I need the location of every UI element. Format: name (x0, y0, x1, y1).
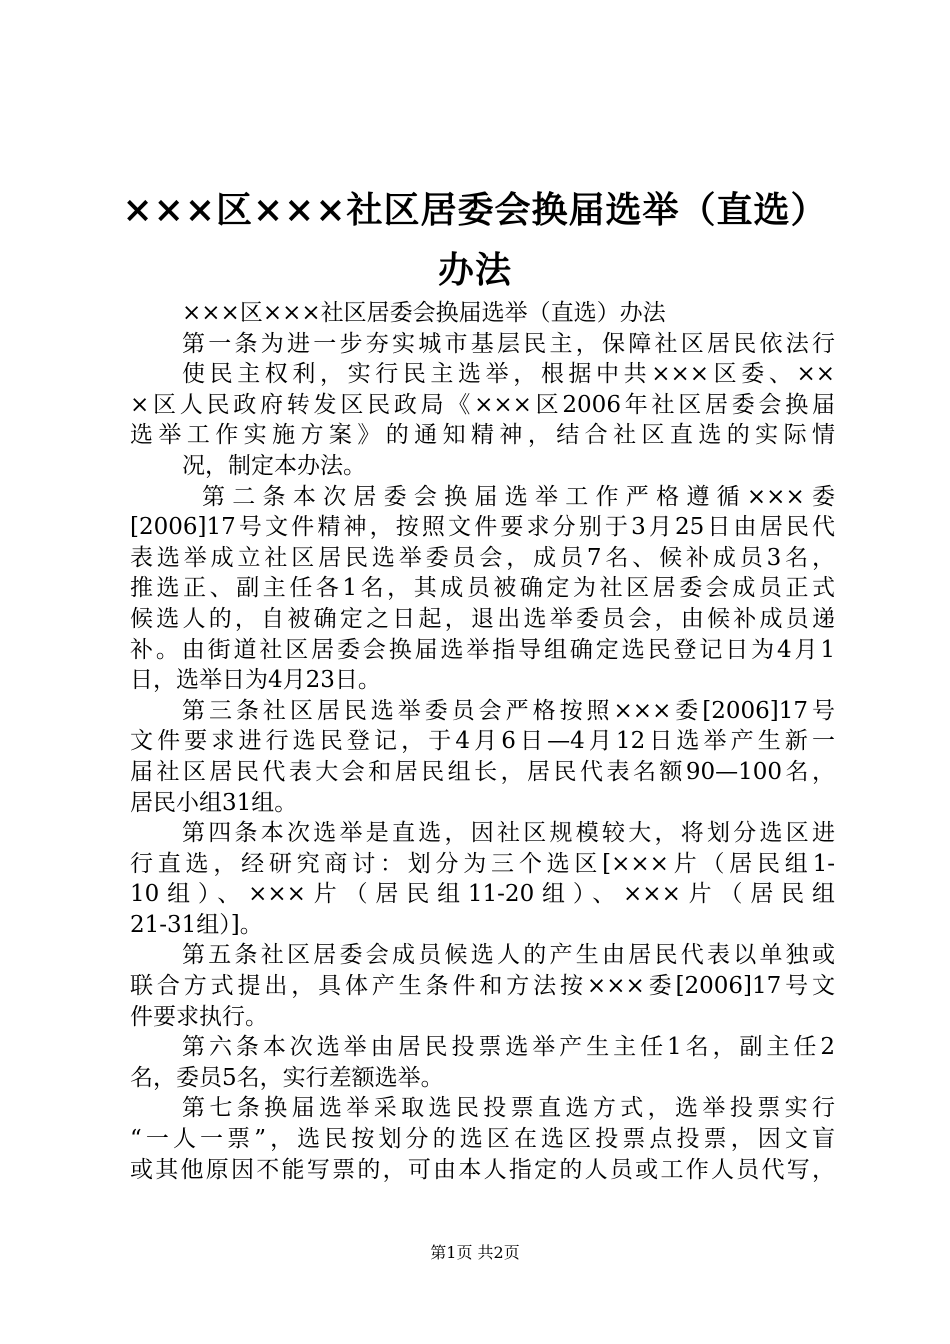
body-line: ×××区×××社区居委会换届选举（直选）办法 (182, 300, 666, 326)
document-body (130, 298, 835, 1185)
body-line: 日，选举日为4月23日。 (130, 667, 381, 694)
body-line: 名，委员5名，实行差额选举。 (130, 1064, 444, 1091)
body-line: 候选人的，自被确定之日起，退出选举委员会，由候补成员递 (130, 605, 835, 632)
document-title-line-2: 办法 (437, 249, 512, 291)
body-line: 或其他原因不能写票的，可由本人指定的人员或工作人员代写， (130, 1156, 835, 1183)
page-footer: 第1页 共2页 (430, 1243, 520, 1262)
body-line: 行直选，经研究商讨：划分为三个选区[×××片（居民组1- (130, 850, 835, 877)
body-line: 居民小组31组。 (130, 789, 298, 816)
body-line: 21-31组）]。 (130, 911, 263, 938)
body-line: 第四条本次选举是直选，因社区规模较大，将划分选区进 (182, 820, 835, 847)
body-line: 第六条本次选举由居民投票选举产生主任1名，副主任2 (182, 1034, 835, 1061)
body-line: 使民主权利，实行民主选举，根据中共×××区委、×× (182, 361, 835, 388)
body-line: 10组）、×××片（居民组11-20组）、×××片（居民组 (130, 881, 835, 908)
body-line: 联合方式提出，具体产生条件和方法按×××委[2006]17号文 (130, 973, 835, 1000)
body-line: 第七条换届选举采取选民投票直选方式，选举投票实行 (182, 1095, 835, 1122)
body-line: 第一条为进一步夯实城市基层民主，保障社区居民依法行 (182, 330, 835, 357)
document-title-line-1: ×××区×××社区居委会换届选举（直选） (122, 189, 828, 231)
body-line: 表选举成立社区居民选举委员会，成员7名、候补成员3名， (130, 544, 835, 571)
body-line: [2006]17号文件精神，按照文件要求分别于3月25日由居民代 (130, 514, 835, 541)
body-line: “一人一票”，选民按划分的选区在选区投票点投票，因文盲 (130, 1126, 835, 1153)
body-line: 件要求执行。 (130, 1003, 268, 1030)
body-line: 文件要求进行选民登记，于4月6日—4月12日选举产生新一 (130, 728, 835, 755)
body-line: 选举工作实施方案》的通知精神，结合社区直选的实际情 (130, 422, 835, 449)
body-line: 届社区居民代表大会和居民组长，居民代表名额90—100名， (130, 758, 835, 785)
body-line: 第三条社区居民选举委员会严格按照×××委[2006]17号 (182, 697, 835, 724)
body-line: 况，制定本办法。 (182, 452, 366, 479)
body-line: 补。由街道社区居委会换届选举指导组确定选民登记日为4月1 (130, 636, 835, 663)
body-line: 推选正、副主任各1名，其成员被确定为社区居委会成员正式 (130, 575, 835, 602)
body-line: 第二条本次居委会换届选举工作严格遵循×××委 (202, 483, 835, 510)
body-line: 第五条社区居委会成员候选人的产生由居民代表以单独或 (182, 942, 835, 969)
body-line: ×区人民政府转发区民政局《×××区2006年社区居委会换届 (130, 391, 835, 418)
